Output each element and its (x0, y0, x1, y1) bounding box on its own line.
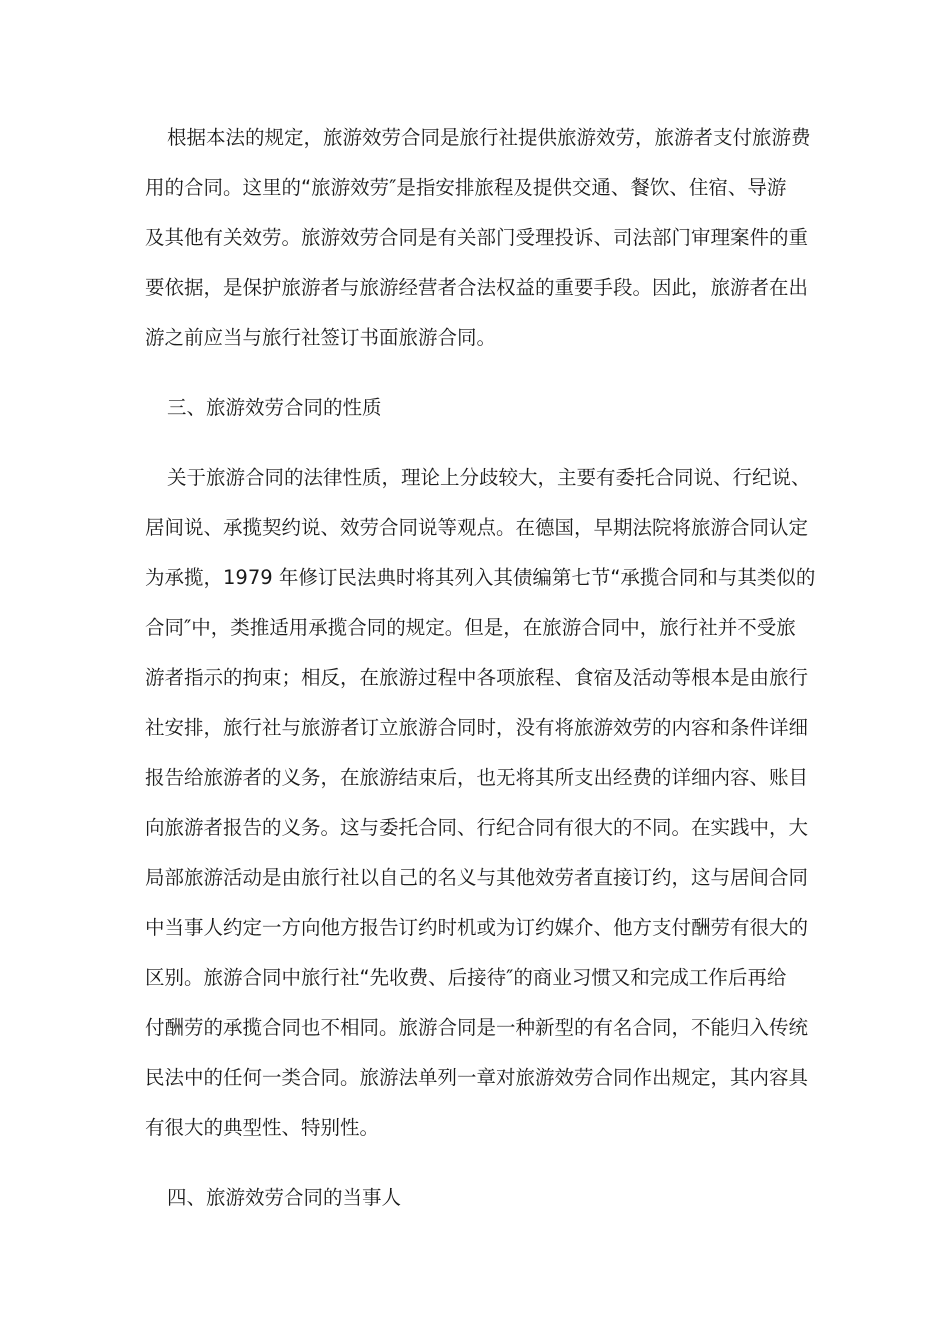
paragraph-2-line-3: 为承揽，1979 年修订民法典时将其列入其债编第七节“承揽合同和与其类似的 (145, 566, 816, 589)
paragraph-2-line-5: 游者指示的拘束；相反，在旅游过程中各项旅程、食宿及活动等根本是由旅行 (145, 666, 809, 689)
paragraph-2-line-6: 社安排，旅行社与旅游者订立旅游合同时，没有将旅游效劳的内容和条件详细 (145, 716, 809, 739)
paragraph-1-line-5: 游之前应当与旅行社签订书面旅游合同。 (145, 326, 497, 349)
section-heading-3: 三、旅游效劳合同的性质 (167, 396, 382, 419)
paragraph-2-line-13: 民法中的任何一类合同。旅游法单列一章对旅游效劳合同作出规定，其内容具 (145, 1066, 809, 1089)
paragraph-2-line-4: 合同″中，类推适用承揽合同的规定。但是，在旅游合同中，旅行社并不受旅 (145, 616, 796, 639)
paragraph-1-line-4: 要依据，是保护旅游者与旅游经营者合法权益的重要手段。因此，旅游者在出 (145, 276, 809, 299)
paragraph-2-line-10: 中当事人约定一方向他方报告订约时机或为订约媒介、他方支付酬劳有很大的 (145, 916, 809, 939)
paragraph-2-line-2: 居间说、承揽契约说、效劳合同说等观点。在德国，早期法院将旅游合同认定 (145, 516, 809, 539)
section-heading-4: 四、旅游效劳合同的当事人 (167, 1186, 402, 1209)
paragraph-2-line-1: 关于旅游合同的法律性质，理论上分歧较大，主要有委托合同说、行纪说、 (167, 466, 811, 489)
paragraph-1-line-2: 用的合同。这里的“旅游效劳″是指安排旅程及提供交通、餐饮、住宿、导游 (145, 176, 787, 199)
paragraph-1-line-1: 根据本法的规定，旅游效劳合同是旅行社提供旅游效劳，旅游者支付旅游费 (167, 126, 811, 149)
paragraph-2-line-9: 局部旅游活动是由旅行社以自己的名义与其他效劳者直接订约，这与居间合同 (145, 866, 809, 889)
paragraph-2-line-8: 向旅游者报告的义务。这与委托合同、行纪合同有很大的不同。在实践中，大 (145, 816, 809, 839)
paragraph-2-line-7: 报告给旅游者的义务，在旅游结束后，也无将其所支出经费的详细内容、账目 (145, 766, 809, 789)
paragraph-2-line-14: 有很大的典型性、特别性。 (145, 1116, 380, 1139)
paragraph-2-line-11: 区别。旅游合同中旅行社“先收费、后接待″的商业习惯又和完成工作后再给 (145, 966, 787, 989)
paragraph-1-line-3: 及其他有关效劳。旅游效劳合同是有关部门受理投诉、司法部门审理案件的重 (145, 226, 809, 249)
paragraph-2-line-12: 付酬劳的承揽合同也不相同。旅游合同是一种新型的有名合同，不能归入传统 (145, 1016, 809, 1039)
